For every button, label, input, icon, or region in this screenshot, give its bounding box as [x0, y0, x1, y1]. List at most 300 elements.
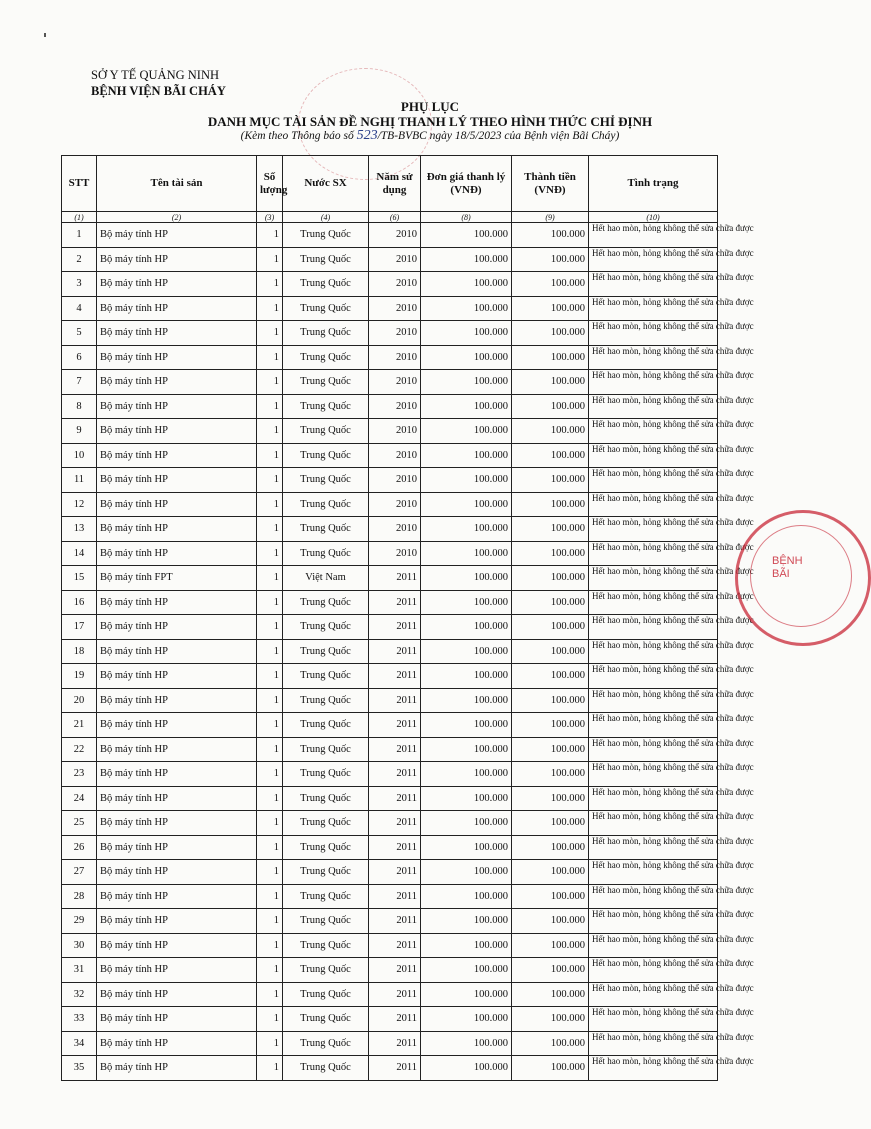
table-row — [62, 762, 718, 787]
cell-quantity: 1 — [257, 688, 283, 713]
table-row — [62, 933, 718, 958]
cell-status: Hết hao mòn, hỏng không thể sửa chữa được — [589, 982, 718, 1007]
reference-number: 523 — [356, 128, 378, 143]
cell-total: 100.000 — [512, 272, 589, 297]
cell-unit-price: 100.000 — [421, 247, 512, 272]
cell-total: 100.000 — [512, 590, 589, 615]
cell-asset-name: Bộ máy tính HP — [97, 835, 257, 860]
cell-country: Trung Quốc — [283, 884, 369, 909]
cell-unit-price: 100.000 — [421, 933, 512, 958]
cell-quantity: 1 — [257, 272, 283, 297]
hospital-name: BỆNH VIỆN BÃI CHÁY — [91, 84, 226, 98]
cell-total: 100.000 — [512, 688, 589, 713]
cell-quantity: 1 — [257, 517, 283, 542]
cell-status: Hết hao mòn, hỏng không thể sửa chữa được — [589, 1031, 718, 1056]
cell-asset-name: Bộ máy tính HP — [97, 296, 257, 321]
cell-total: 100.000 — [512, 517, 589, 542]
cell-asset-name: Bộ máy tính HP — [97, 590, 257, 615]
cell-quantity: 1 — [257, 1007, 283, 1032]
cell-year: 2011 — [369, 958, 421, 983]
cell-unit-price: 100.000 — [421, 345, 512, 370]
cell-total: 100.000 — [512, 443, 589, 468]
cell-year: 2010 — [369, 321, 421, 346]
cell-country: Trung Quốc — [283, 982, 369, 1007]
cell-country: Trung Quốc — [283, 419, 369, 444]
table-row — [62, 517, 718, 542]
cell-status: Hết hao mòn, hỏng không thể sửa chữa được — [589, 688, 718, 713]
cell-year: 2010 — [369, 394, 421, 419]
cell-status: Hết hao mòn, hỏng không thể sửa chữa được — [589, 860, 718, 885]
cell-unit-price: 100.000 — [421, 615, 512, 640]
table-row — [62, 247, 718, 272]
cell-stt: 3 — [62, 272, 97, 297]
cell-stt: 34 — [62, 1031, 97, 1056]
scan-speck — [44, 33, 46, 37]
cell-unit-price: 100.000 — [421, 296, 512, 321]
cell-status: Hết hao mòn, hỏng không thể sửa chữa được — [589, 345, 718, 370]
cell-asset-name: Bộ máy tính HP — [97, 1031, 257, 1056]
cell-year: 2011 — [369, 811, 421, 836]
department-name: SỞ Y TẾ QUẢNG NINH — [91, 68, 220, 82]
cell-quantity: 1 — [257, 909, 283, 934]
cell-country: Trung Quốc — [283, 811, 369, 836]
cell-year: 2011 — [369, 860, 421, 885]
cell-stt: 26 — [62, 835, 97, 860]
cell-country: Trung Quốc — [283, 321, 369, 346]
cell-quantity: 1 — [257, 762, 283, 787]
cell-unit-price: 100.000 — [421, 835, 512, 860]
cell-asset-name: Bộ máy tính HP — [97, 419, 257, 444]
table-row — [62, 223, 718, 248]
cell-quantity: 1 — [257, 933, 283, 958]
cell-total: 100.000 — [512, 713, 589, 738]
cell-unit-price: 100.000 — [421, 566, 512, 591]
cell-unit-price: 100.000 — [421, 541, 512, 566]
table-row — [62, 566, 718, 591]
cell-year: 2011 — [369, 688, 421, 713]
cell-unit-price: 100.000 — [421, 590, 512, 615]
cell-stt: 19 — [62, 664, 97, 689]
appendix-title: PHỤ LỤC — [400, 99, 460, 114]
cell-quantity: 1 — [257, 223, 283, 248]
column-index: (1) — [62, 212, 97, 223]
cell-total: 100.000 — [512, 247, 589, 272]
cell-year: 2011 — [369, 1031, 421, 1056]
table-row — [62, 345, 718, 370]
cell-status: Hết hao mòn, hỏng không thể sửa chữa được — [589, 639, 718, 664]
cell-quantity: 1 — [257, 835, 283, 860]
cell-total: 100.000 — [512, 958, 589, 983]
cell-year: 2010 — [369, 272, 421, 297]
cell-asset-name: Bộ máy tính HP — [97, 443, 257, 468]
cell-stt: 27 — [62, 860, 97, 885]
cell-country: Trung Quốc — [283, 247, 369, 272]
cell-year: 2011 — [369, 737, 421, 762]
cell-status: Hết hao mòn, hỏng không thể sửa chữa được — [589, 394, 718, 419]
cell-stt: 9 — [62, 419, 97, 444]
cell-asset-name: Bộ máy tính HP — [97, 1056, 257, 1081]
cell-quantity: 1 — [257, 492, 283, 517]
table-row — [62, 272, 718, 297]
header-country: Nước SX — [283, 156, 369, 212]
cell-asset-name: Bộ máy tính HP — [97, 541, 257, 566]
cell-country: Trung Quốc — [283, 370, 369, 395]
cell-country: Trung Quốc — [283, 296, 369, 321]
cell-asset-name: Bộ máy tính HP — [97, 762, 257, 787]
table-row — [62, 860, 718, 885]
cell-country: Trung Quốc — [283, 615, 369, 640]
cell-unit-price: 100.000 — [421, 982, 512, 1007]
cell-total: 100.000 — [512, 223, 589, 248]
cell-country: Trung Quốc — [283, 1031, 369, 1056]
cell-stt: 11 — [62, 468, 97, 493]
header-status: Tình trạng — [589, 156, 718, 212]
table-row — [62, 492, 718, 517]
table-row — [62, 615, 718, 640]
cell-total: 100.000 — [512, 345, 589, 370]
cell-country: Trung Quốc — [283, 737, 369, 762]
column-index: (6) — [369, 212, 421, 223]
cell-year: 2011 — [369, 566, 421, 591]
cell-unit-price: 100.000 — [421, 688, 512, 713]
cell-total: 100.000 — [512, 1056, 589, 1081]
cell-status: Hết hao mòn, hỏng không thể sửa chữa được — [589, 737, 718, 762]
table-row — [62, 296, 718, 321]
table-row — [62, 1031, 718, 1056]
cell-year: 2010 — [369, 247, 421, 272]
cell-country: Trung Quốc — [283, 1056, 369, 1081]
cell-asset-name: Bộ máy tính FPT — [97, 566, 257, 591]
cell-status: Hết hao mòn, hỏng không thể sửa chữa được — [589, 884, 718, 909]
cell-status: Hết hao mòn, hỏng không thể sửa chữa được — [589, 566, 718, 591]
table-row — [62, 811, 718, 836]
cell-quantity: 1 — [257, 737, 283, 762]
cell-year: 2011 — [369, 615, 421, 640]
asset-table — [61, 155, 754, 1081]
cell-year: 2011 — [369, 1056, 421, 1081]
cell-year: 2011 — [369, 713, 421, 738]
cell-year: 2010 — [369, 419, 421, 444]
cell-unit-price: 100.000 — [421, 272, 512, 297]
header-stt: STT — [62, 156, 97, 212]
cell-quantity: 1 — [257, 590, 283, 615]
cell-asset-name: Bộ máy tính HP — [97, 958, 257, 983]
cell-quantity: 1 — [257, 713, 283, 738]
column-index: (4) — [283, 212, 369, 223]
header-year: Năm sử dụng — [369, 156, 421, 212]
column-index: (9) — [512, 212, 589, 223]
cell-country: Trung Quốc — [283, 713, 369, 738]
cell-year: 2010 — [369, 296, 421, 321]
cell-country: Trung Quốc — [283, 394, 369, 419]
cell-year: 2010 — [369, 370, 421, 395]
cell-status: Hết hao mòn, hỏng không thể sửa chữa được — [589, 1007, 718, 1032]
cell-stt: 7 — [62, 370, 97, 395]
header-unit-price: Đơn giá thanh lý (VNĐ) — [421, 156, 512, 212]
table-row — [62, 1056, 718, 1081]
cell-country: Trung Quốc — [283, 443, 369, 468]
cell-stt: 10 — [62, 443, 97, 468]
column-index: (3) — [257, 212, 283, 223]
cell-quantity: 1 — [257, 860, 283, 885]
cell-stt: 16 — [62, 590, 97, 615]
cell-unit-price: 100.000 — [421, 370, 512, 395]
cell-country: Việt Nam — [283, 566, 369, 591]
cell-total: 100.000 — [512, 811, 589, 836]
cell-stt: 31 — [62, 958, 97, 983]
cell-asset-name: Bộ máy tính HP — [97, 1007, 257, 1032]
cell-quantity: 1 — [257, 541, 283, 566]
cell-quantity: 1 — [257, 615, 283, 640]
cell-total: 100.000 — [512, 541, 589, 566]
cell-unit-price: 100.000 — [421, 909, 512, 934]
cell-country: Trung Quốc — [283, 272, 369, 297]
cell-year: 2011 — [369, 909, 421, 934]
cell-year: 2011 — [369, 590, 421, 615]
table-row — [62, 370, 718, 395]
cell-status: Hết hao mòn, hỏng không thể sửa chữa được — [589, 933, 718, 958]
cell-unit-price: 100.000 — [421, 860, 512, 885]
cell-year: 2010 — [369, 468, 421, 493]
cell-country: Trung Quốc — [283, 860, 369, 885]
cell-asset-name: Bộ máy tính HP — [97, 345, 257, 370]
cell-stt: 29 — [62, 909, 97, 934]
cell-stt: 20 — [62, 688, 97, 713]
table-row — [62, 664, 718, 689]
table-row — [62, 321, 718, 346]
cell-stt: 18 — [62, 639, 97, 664]
column-index: (8) — [421, 212, 512, 223]
cell-asset-name: Bộ máy tính HP — [97, 786, 257, 811]
cell-total: 100.000 — [512, 664, 589, 689]
cell-stt: 12 — [62, 492, 97, 517]
seal-inner-ring — [750, 525, 852, 627]
cell-status: Hết hao mòn, hỏng không thể sửa chữa được — [589, 247, 718, 272]
cell-unit-price: 100.000 — [421, 517, 512, 542]
cell-quantity: 1 — [257, 247, 283, 272]
cell-total: 100.000 — [512, 786, 589, 811]
column-index-row — [62, 212, 718, 223]
cell-asset-name: Bộ máy tính HP — [97, 639, 257, 664]
cell-total: 100.000 — [512, 1007, 589, 1032]
cell-asset-name: Bộ máy tính HP — [97, 982, 257, 1007]
cell-status: Hết hao mòn, hỏng không thể sửa chữa được — [589, 468, 718, 493]
cell-country: Trung Quốc — [283, 517, 369, 542]
cell-country: Trung Quốc — [283, 958, 369, 983]
cell-status: Hết hao mòn, hỏng không thể sửa chữa được — [589, 615, 718, 640]
cell-unit-price: 100.000 — [421, 1007, 512, 1032]
cell-unit-price: 100.000 — [421, 737, 512, 762]
table-row — [62, 909, 718, 934]
cell-asset-name: Bộ máy tính HP — [97, 737, 257, 762]
cell-country: Trung Quốc — [283, 223, 369, 248]
cell-year: 2010 — [369, 541, 421, 566]
header-asset-name: Tên tài sản — [97, 156, 257, 212]
document-titles — [150, 100, 710, 143]
cell-unit-price: 100.000 — [421, 1031, 512, 1056]
header-total: Thành tiền (VNĐ) — [512, 156, 589, 212]
cell-quantity: 1 — [257, 443, 283, 468]
cell-status: Hết hao mòn, hỏng không thể sửa chữa được — [589, 492, 718, 517]
cell-status: Hết hao mòn, hỏng không thể sửa chữa được — [589, 786, 718, 811]
cell-unit-price: 100.000 — [421, 492, 512, 517]
cell-quantity: 1 — [257, 811, 283, 836]
cell-unit-price: 100.000 — [421, 811, 512, 836]
table-row — [62, 786, 718, 811]
table-row — [62, 982, 718, 1007]
cell-unit-price: 100.000 — [421, 468, 512, 493]
cell-total: 100.000 — [512, 1031, 589, 1056]
cell-total: 100.000 — [512, 370, 589, 395]
cell-status: Hết hao mòn, hỏng không thể sửa chữa được — [589, 909, 718, 934]
cell-status: Hết hao mòn, hỏng không thể sửa chữa được — [589, 272, 718, 297]
column-index: (10) — [589, 212, 718, 223]
cell-status: Hết hao mòn, hỏng không thể sửa chữa được — [589, 296, 718, 321]
cell-asset-name: Bộ máy tính HP — [97, 811, 257, 836]
cell-status: Hết hao mòn, hỏng không thể sửa chữa được — [589, 713, 718, 738]
cell-unit-price: 100.000 — [421, 664, 512, 689]
table-row — [62, 884, 718, 909]
cell-total: 100.000 — [512, 566, 589, 591]
cell-quantity: 1 — [257, 884, 283, 909]
cell-total: 100.000 — [512, 884, 589, 909]
cell-unit-price: 100.000 — [421, 958, 512, 983]
table-row — [62, 443, 718, 468]
cell-stt: 21 — [62, 713, 97, 738]
cell-country: Trung Quốc — [283, 468, 369, 493]
cell-unit-price: 100.000 — [421, 443, 512, 468]
cell-country: Trung Quốc — [283, 664, 369, 689]
cell-asset-name: Bộ máy tính HP — [97, 492, 257, 517]
cell-asset-name: Bộ máy tính HP — [97, 272, 257, 297]
cell-quantity: 1 — [257, 296, 283, 321]
cell-country: Trung Quốc — [283, 835, 369, 860]
cell-country: Trung Quốc — [283, 762, 369, 787]
cell-year: 2010 — [369, 492, 421, 517]
cell-asset-name: Bộ máy tính HP — [97, 247, 257, 272]
table-row — [62, 958, 718, 983]
cell-total: 100.000 — [512, 737, 589, 762]
cell-stt: 6 — [62, 345, 97, 370]
cell-stt: 1 — [62, 223, 97, 248]
cell-quantity: 1 — [257, 1056, 283, 1081]
cell-stt: 13 — [62, 517, 97, 542]
cell-total: 100.000 — [512, 639, 589, 664]
cell-country: Trung Quốc — [283, 639, 369, 664]
cell-total: 100.000 — [512, 492, 589, 517]
cell-unit-price: 100.000 — [421, 1056, 512, 1081]
cell-quantity: 1 — [257, 958, 283, 983]
cell-year: 2011 — [369, 835, 421, 860]
cell-status: Hết hao mòn, hỏng không thể sửa chữa được — [589, 762, 718, 787]
cell-unit-price: 100.000 — [421, 762, 512, 787]
header-quantity: Số lượng — [257, 156, 283, 212]
cell-unit-price: 100.000 — [421, 713, 512, 738]
cell-stt: 28 — [62, 884, 97, 909]
cell-unit-price: 100.000 — [421, 394, 512, 419]
cell-status: Hết hao mòn, hỏng không thể sửa chữa được — [589, 664, 718, 689]
cell-status: Hết hao mòn, hỏng không thể sửa chữa được — [589, 321, 718, 346]
cell-asset-name: Bộ máy tính HP — [97, 909, 257, 934]
cell-stt: 25 — [62, 811, 97, 836]
cell-stt: 14 — [62, 541, 97, 566]
cell-country: Trung Quốc — [283, 909, 369, 934]
cell-total: 100.000 — [512, 468, 589, 493]
cell-status: Hết hao mòn, hỏng không thể sửa chữa được — [589, 223, 718, 248]
cell-unit-price: 100.000 — [421, 419, 512, 444]
cell-year: 2011 — [369, 933, 421, 958]
cell-country: Trung Quốc — [283, 541, 369, 566]
cell-asset-name: Bộ máy tính HP — [97, 517, 257, 542]
cell-quantity: 1 — [257, 639, 283, 664]
cell-total: 100.000 — [512, 982, 589, 1007]
cell-total: 100.000 — [512, 762, 589, 787]
cell-year: 2011 — [369, 884, 421, 909]
cell-total: 100.000 — [512, 419, 589, 444]
cell-status: Hết hao mòn, hỏng không thể sửa chữa được — [589, 1056, 718, 1081]
cell-stt: 33 — [62, 1007, 97, 1032]
cell-unit-price: 100.000 — [421, 639, 512, 664]
cell-country: Trung Quốc — [283, 933, 369, 958]
cell-status: Hết hao mòn, hỏng không thể sửa chữa được — [589, 958, 718, 983]
cell-country: Trung Quốc — [283, 345, 369, 370]
table-row — [62, 713, 718, 738]
cell-asset-name: Bộ máy tính HP — [97, 713, 257, 738]
cell-quantity: 1 — [257, 419, 283, 444]
cell-asset-name: Bộ máy tính HP — [97, 223, 257, 248]
cell-quantity: 1 — [257, 664, 283, 689]
table-row — [62, 1007, 718, 1032]
cell-country: Trung Quốc — [283, 590, 369, 615]
reference-prefix: (Kèm theo Thông báo số — [240, 130, 357, 142]
table-row — [62, 590, 718, 615]
cell-quantity: 1 — [257, 321, 283, 346]
cell-unit-price: 100.000 — [421, 223, 512, 248]
reference-note — [150, 129, 710, 143]
cell-total: 100.000 — [512, 394, 589, 419]
cell-total: 100.000 — [512, 835, 589, 860]
cell-total: 100.000 — [512, 296, 589, 321]
cell-stt: 17 — [62, 615, 97, 640]
list-title: DANH MỤC TÀI SẢN ĐỀ NGHỊ THANH LÝ THEO HÌNH THỨC CHỈ ĐỊNH — [207, 114, 653, 129]
cell-asset-name: Bộ máy tính HP — [97, 468, 257, 493]
cell-year: 2011 — [369, 664, 421, 689]
reference-suffix: /TB-BVBC ngày 18/5/2023 của Bệnh viện Bãi Cháy) — [377, 130, 620, 142]
table-row — [62, 468, 718, 493]
cell-asset-name: Bộ máy tính HP — [97, 615, 257, 640]
cell-year: 2010 — [369, 517, 421, 542]
cell-unit-price: 100.000 — [421, 786, 512, 811]
cell-quantity: 1 — [257, 566, 283, 591]
cell-year: 2010 — [369, 443, 421, 468]
cell-quantity: 1 — [257, 1031, 283, 1056]
table-row — [62, 541, 718, 566]
cell-status: Hết hao mòn, hỏng không thể sửa chữa được — [589, 419, 718, 444]
cell-asset-name: Bộ máy tính HP — [97, 370, 257, 395]
cell-stt: 8 — [62, 394, 97, 419]
cell-total: 100.000 — [512, 909, 589, 934]
cell-quantity: 1 — [257, 370, 283, 395]
cell-stt: 5 — [62, 321, 97, 346]
cell-country: Trung Quốc — [283, 492, 369, 517]
cell-stt: 30 — [62, 933, 97, 958]
cell-year: 2011 — [369, 639, 421, 664]
table-header-row — [62, 156, 718, 212]
cell-stt: 35 — [62, 1056, 97, 1081]
table-row — [62, 737, 718, 762]
cell-status: Hết hao mòn, hỏng không thể sửa chữa được — [589, 835, 718, 860]
cell-status: Hết hao mòn, hỏng không thể sửa chữa được — [589, 811, 718, 836]
